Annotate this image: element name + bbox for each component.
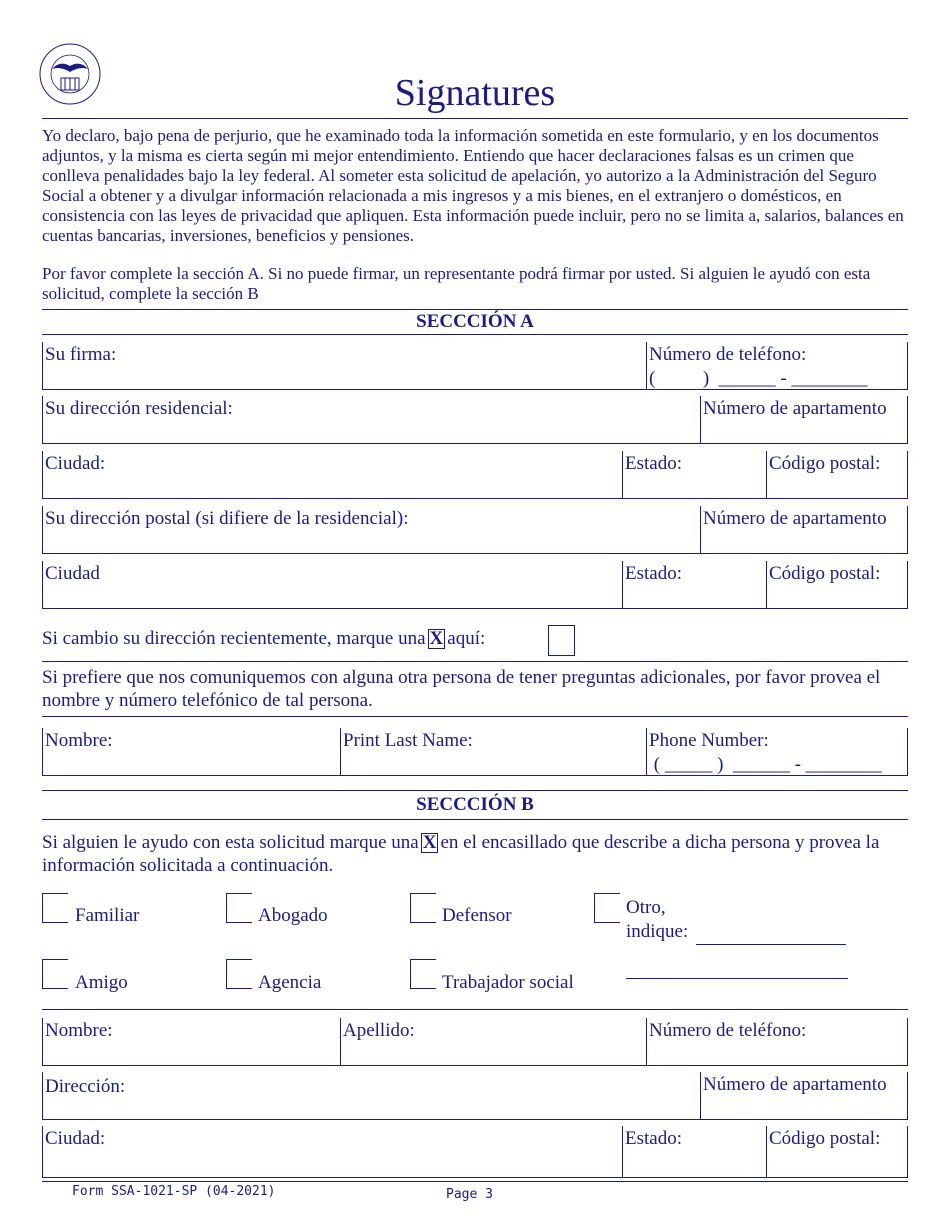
section-b-instruction-post: en el encasillado que describe a dicha persona y provea la información solicitada a continuación. <box>42 832 880 876</box>
declaration-text: Yo declaro, bajo pena de perjurio, que he examinado toda la información sometida en este formulario, y en los documentos adjuntos, y la misma es cierta según mi mejor entendimiento. Entiendo que hacer declaraciones falsas es un crimen que conlleva penalidades bajo la ley federal. Al someter esta solicitud de apelación, yo autorizo a la Administración del Seguro Social a obtener y a divulgar información relacionada a mis ingresos y a mis bienes, en el extranjero o domésticos, en consistencia con las leyes de privacidad que apliquen. Esta información puede incluir, pero no se limita a, salarios, balances en cuentas bancarias, inversiones, beneficios y pensiones. <box>42 126 904 245</box>
option-label-trabajador-social: Trabajador social <box>442 972 574 993</box>
footer-rule <box>42 1181 908 1182</box>
checkbox-otro[interactable] <box>594 893 620 923</box>
apartment-field-1[interactable] <box>700 396 908 444</box>
city-label-1: Ciudad: <box>45 453 106 474</box>
option-label-abogado: Abogado <box>258 905 328 926</box>
helper-city-field[interactable] <box>42 1126 622 1178</box>
contact-instruction: Si prefiere que nos comuniquemos con alguna otra persona de tener preguntas adicionales, por favor provea el nombre y número telefónico de tal persona. <box>42 667 881 711</box>
page-number: Page 3 <box>446 1187 493 1202</box>
title-divider <box>42 118 908 119</box>
apartment-field-2[interactable] <box>700 506 908 554</box>
phone-label: Número de teléfono: <box>649 344 807 365</box>
zip-label-1: Código postal: <box>769 453 881 474</box>
option-label-otro: Otro, <box>626 897 666 918</box>
address-change-text <box>42 628 485 650</box>
phone-format: ( ) ______ - ________ <box>649 368 868 389</box>
zip-field-2[interactable] <box>766 561 908 609</box>
city-field-2[interactable] <box>42 561 622 609</box>
state-label-2: Estado: <box>625 563 682 584</box>
helper-zip-field[interactable] <box>766 1126 908 1178</box>
zip-label-2: Código postal: <box>769 563 881 584</box>
checkbox-agencia[interactable] <box>226 959 252 989</box>
section-b-top-rule <box>42 790 908 791</box>
state-field-1[interactable] <box>622 451 766 499</box>
phone-field[interactable] <box>646 342 908 390</box>
contact-first-name-field[interactable] <box>42 728 340 776</box>
helper-last-name-field[interactable] <box>340 1018 646 1066</box>
apartment-label-2: Número de apartamento <box>703 508 887 529</box>
checkbox-amigo[interactable] <box>42 959 68 989</box>
contact-top-rule <box>42 661 908 662</box>
x-mark-icon: X <box>422 832 437 853</box>
section-a-bottom-rule <box>42 334 908 335</box>
address-change-checkbox[interactable] <box>548 625 575 656</box>
helper-address-label: Dirección: <box>45 1076 126 1097</box>
address-change-post: aquí: <box>447 628 486 649</box>
helper-top-rule <box>42 1009 908 1010</box>
contact-bottom-rule <box>42 716 908 717</box>
residence-address-field[interactable] <box>42 396 700 444</box>
contact-phone-format: ( _____ ) ______ - ________ <box>649 754 882 775</box>
address-change-pre: Si cambio su dirección recientemente, marque una <box>42 628 426 649</box>
section-a-title: SECCCIÓN A <box>416 311 534 332</box>
contact-first-name-label: Nombre: <box>45 730 113 751</box>
helper-apartment-field[interactable] <box>700 1072 908 1120</box>
otro-specify-line-1[interactable] <box>696 944 846 945</box>
contact-last-name-label: Print Last Name: <box>343 730 473 751</box>
instruction-text: Por favor complete la sección A. Si no puede firmar, un representante podrá firmar por usted. Si alguien le ayudó con esta solicitud, complete la sección B <box>42 264 871 303</box>
signature-label: Su firma: <box>45 344 117 365</box>
city-field-1[interactable] <box>42 451 622 499</box>
option-label-defensor: Defensor <box>442 905 512 926</box>
city-label-2: Ciudad <box>45 563 100 584</box>
helper-first-name-field[interactable] <box>42 1018 340 1066</box>
option-label-agencia: Agencia <box>258 972 322 993</box>
contact-phone-label: Phone Number: <box>649 730 769 751</box>
option-label-indique: indique: <box>626 921 689 942</box>
helper-first-name-label: Nombre: <box>45 1020 113 1041</box>
option-label-amigo: Amigo <box>75 972 128 993</box>
section-a-top-rule <box>42 309 908 310</box>
helper-zip-label: Código postal: <box>769 1128 881 1149</box>
form-id: Form SSA-1021-SP (04-2021) <box>72 1184 276 1199</box>
zip-field-1[interactable] <box>766 451 908 499</box>
contact-phone-field[interactable] <box>646 728 908 776</box>
helper-address-field[interactable] <box>42 1072 700 1120</box>
section-b-instruction-pre: Si alguien le ayudo con esta solicitud marque una <box>42 832 419 853</box>
apartment-label-1: Número de apartamento <box>703 398 887 419</box>
residence-address-label: Su dirección residencial: <box>45 398 233 419</box>
helper-apartment-label: Número de apartamento <box>703 1074 887 1095</box>
checkbox-trabajador-social[interactable] <box>410 959 436 989</box>
mailing-address-label: Su dirección postal (si difiere de la residencial): <box>45 508 409 529</box>
mailing-address-field[interactable] <box>42 506 700 554</box>
checkbox-familiar[interactable] <box>42 893 68 923</box>
helper-phone-field[interactable] <box>646 1018 908 1066</box>
state-field-2[interactable] <box>622 561 766 609</box>
checkbox-abogado[interactable] <box>226 893 252 923</box>
section-b-instruction <box>42 831 908 877</box>
checkbox-defensor[interactable] <box>410 893 436 923</box>
otro-specify-line-2[interactable] <box>626 978 848 979</box>
helper-last-name-label: Apellido: <box>343 1020 415 1041</box>
helper-state-field[interactable] <box>622 1126 766 1178</box>
section-b-title: SECCCIÓN B <box>416 794 534 815</box>
helper-phone-label: Número de teléfono: <box>649 1020 807 1041</box>
section-b-bottom-rule <box>42 819 908 820</box>
page-title: Signatures <box>394 72 556 114</box>
helper-city-label: Ciudad: <box>45 1128 106 1149</box>
signature-field[interactable] <box>42 342 646 390</box>
x-mark-icon: X <box>429 628 444 649</box>
state-label-1: Estado: <box>625 453 682 474</box>
option-label-familiar: Familiar <box>75 905 140 926</box>
contact-last-name-field[interactable] <box>340 728 646 776</box>
helper-state-label: Estado: <box>625 1128 682 1149</box>
